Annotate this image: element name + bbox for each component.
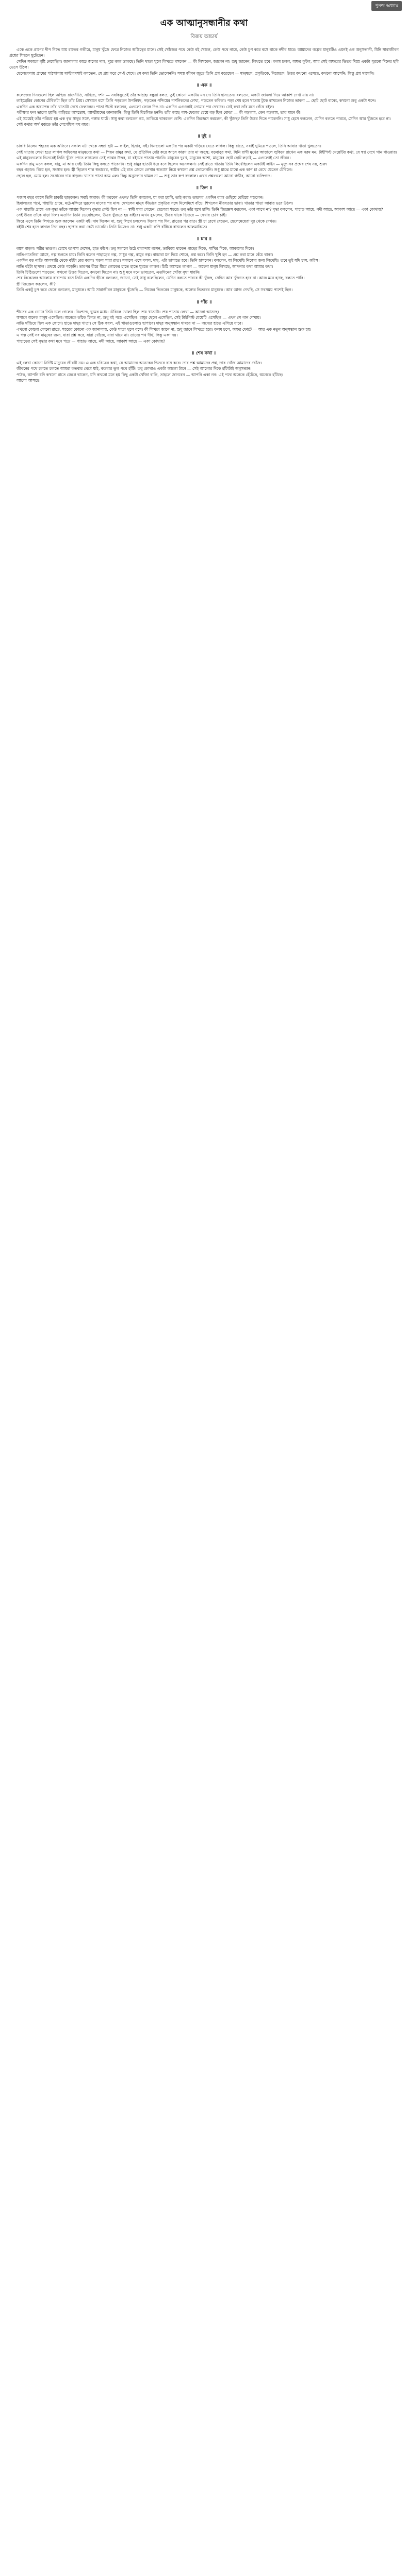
paragraph: একদিন রামু এসে বলল, বাবু, মা আর নেই। তিনি কিছু বলতে পারেননি। শুধু রামুর হাতটা ধরে বসে ছিলেন অনেকক্ষণ। সেই রাতে খাতায় তিনি লিখেছিলেন একটাই লাইন — মৃত্যু সব প্রশ্নের শেষ নয়, শুরু। bbox=[17, 161, 328, 166]
section-heading: ॥ চার ॥ bbox=[197, 236, 211, 242]
section-heading: ॥ শেষ কথা ॥ bbox=[191, 351, 217, 357]
paragraph: জীবনের পথে চলতে চলতে আমরা কতবার থেমে যাই, কতবার ভুল পথে হাঁটি। তবু কোথাও একটা আলো টানে — সেই আলোর দিকে হাঁটাটাই অনুসন্ধান। bbox=[17, 366, 252, 371]
article-title: এক আত্মানুসন্ধানীর কথা bbox=[160, 18, 248, 28]
paragraph: এ গল্প সেই সব মানুষের জন্য, যারা প্রশ্ন করে, যারা খোঁজে, যারা থামে না। তাদের পথ দীর্ঘ, কিন্তু একা নয়। bbox=[17, 333, 178, 338]
paragraph: বয়স বাড়ল। শরীর ভাঙল। চোখে ঝাপসা দেখেন, হাত কাঁপে। তবু সকালে উঠে বারান্দায় বসেন, তাকিয়ে থাকেন গাছের দিকে, পাখির দিকে, আকাশের দিকে। bbox=[17, 246, 254, 251]
section-tag: পুনশ্চ অধ্যায় bbox=[371, 1, 402, 11]
paragraph: এই মানুষগুলোর ভিতরেই তিনি খুঁজে পেতে লাগলেন সেই প্রশ্নের উত্তর, যা বইয়ের পাতায় পাননি। মানুষের দুঃখ, মানুষের আশা, মানুষের ছোট ছোট লড়াই — এগুলোই তো জীবন। bbox=[17, 156, 291, 161]
paragraph: বছর গড়াল। বিয়ে হল, সংসার হল। স্ত্রী ছিলেন শান্ত স্বভাবের, স্বামীর এই রাত জেগে লেখার অভ্যাস নিয়ে কখনো প্রশ্ন তোলেননি। শুধু মাঝে মাঝে এক কাপ চা রেখে যেতেন টেবিলে। bbox=[17, 167, 292, 173]
paragraph: এক পাহাড়ি গ্রামে এক বৃদ্ধা তাঁকে আশ্রয় দিলেন। বৃদ্ধার কেউ ছিল না — স্বামী মারা গেছেন, ছেলেরা শহরে। তবু তাঁর মুখে হাসি। তিনি জিজ্ঞেস করলেন, একা লাগে না? বৃদ্ধা বললেন, পাহাড় আছে, নদী আছে, আকাশ আছে — একা কোথায়? bbox=[17, 207, 383, 212]
paragraph: পাহাড়ের সেই বৃদ্ধার কথা মনে পড়ে — পাহাড় আছে, নদী আছে, আকাশ আছে — একা কোথায়? bbox=[17, 338, 166, 344]
paragraph: সেই উত্তর তাঁকে নাড়া দিল। এতদিন তিনি ভেবেছিলেন, উত্তর খুঁজতে হয় বাইরে। এখন বুঝলেন, উত্তর থাকে ভিতরে — দেখার চোখ চাই। bbox=[17, 213, 227, 218]
paragraph: পরীক্ষার ফল ভালো হয়নি। বাড়িতে অসন্তোষ, আত্মীয়দের কানাকানি। কিন্তু তিনি বিচলিত হননি। তাঁর কাছে পাশ-ফেলের চেয়ে বড় ছিল বোঝা — কী পড়লাম, কেন পড়লাম, তার মানে কী। bbox=[17, 110, 302, 115]
paragraph: শ্মশানে অনেক মানুষ এসেছিল। অনেকে তাঁকে চিনত না, শুধু বই পড়ে এসেছিল। রামুর ছেলে এসেছিল, সেই টাইপিস্ট মেয়েটি এসেছিল — এখন সে গান শেখায়। bbox=[17, 315, 261, 320]
paragraph: চাকরি নিলেন শহরের এক অফিসে। সকাল নটা থেকে সন্ধ্যা ছটা — ফাইল, হিসাব, সই। দিনগুলো একটার পর একটা গড়িয়ে যেতে লাগল। কিন্তু রাতে, সবাই ঘুমিয়ে পড়লে, তিনি আবার খাতা খুলতেন। bbox=[17, 144, 321, 149]
section-heading: ॥ পাঁচ ॥ bbox=[196, 299, 212, 305]
paragraph: নাতি বইটা ছাপাল। প্রথমে কেউ পড়েনি। তারপর ধীরে ধীরে লোকের হাতে হাতে ঘুরতে লাগল। চিঠি আসতে লাগল — অচেনা মানুষ লিখছে, আপনার কথা আমার কথা। bbox=[17, 264, 273, 269]
paragraph: কলেজের দিনগুলো ছিল অস্থির। রাজনীতি, সাহিত্য, দর্শন — সবকিছুতেই তাঁর আগ্রহ। বন্ধুরা বলত, তুই কোনো একটায় মন দে। তিনি হাসতেন। বলতেন, একটা জানলা দিয়ে আকাশ দেখা যায় না। bbox=[17, 93, 315, 98]
paragraph: ছেলে হল, মেয়ে হল। সংসারের দায় বাড়ল। খাতার পাতা কমে এল। কিন্তু অনুসন্ধান থামল না — শুধু তার রূপ বদলাল। এখন প্রশ্নগুলো আরো গভীর, আরো ব্যক্তিগত। bbox=[17, 173, 272, 178]
paragraph: এই সময়েই তাঁর পরিচয় হয় এক বৃদ্ধ সাধুর সঙ্গে, গঙ্গার ঘাটে। সাধু কথা বলতেন কম, তাকিয়ে থাকতেন বেশি। একদিন জিজ্ঞেস করলেন, কী খুঁজছ? তিনি উত্তর দিতে পারেননি। সাধু হেসে বললেন, যেদিন বলতে পারবে, সেদিন আর খুঁজতে হবে না। bbox=[17, 116, 391, 121]
paragraph: লাইব্রেরির কোণের টেবিলটা ছিল তাঁর প্রিয়। সেখানে বসে তিনি পড়তেন উপনিষদ, পড়তেন পশ্চিমের দার্শনিকদের লেখা, পড়তেন কবিতা। পড়া শেষ হলে খাতায় টুকে রাখতেন নিজের ভাবনা — ছোট ছোট বাক্যে, কখনো শুধু একটা শব্দে। bbox=[17, 98, 377, 104]
paragraph: একদিন এক অধ্যাপক তাঁর খাতাটা দেখে ফেললেন। পাতা উল্টে বললেন, এগুলো ফেলে দিও না। একদিন এগুলোই তোমার পথ দেখাবে। সেই কথা তাঁর মনে গেঁথে রইল। bbox=[17, 104, 274, 109]
paragraph: তিনি একটু চুপ করে থেকে বললেন, মানুষকে। আমি সারাজীবন মানুষকে খুঁজেছি — নিজের ভিতরের মানুষকে, অন্যের ভিতরের মানুষকে। আর আজ দেখছি, সে সবসময় পাশেই ছিল। bbox=[17, 287, 293, 293]
article-author: বিজয় আচার্য bbox=[190, 34, 218, 40]
paragraph: হিমালয়ের পথে, পাহাড়ি গ্রামে, মঠে-মন্দিরে ঘুরলেন মাসের পর মাস। দেখলেন মানুষ কীভাবে প্রকৃতির সঙ্গে মিলেমিশে বাঁচে। শিখলেন নীরবতার ভাষা। খাতার পাতা আবার ভরে উঠল। bbox=[17, 201, 293, 206]
paragraph: তিনি চিঠিগুলো পড়তেন, কখনো উত্তর দিতেন, কখনো দিতেন না। শুধু মনে মনে ভাবতেন, এতদিনের খোঁজ বৃথা যায়নি। bbox=[17, 269, 201, 275]
paragraph: শীতের এক ভোরে তিনি চলে গেলেন। নিঃশব্দে, ঘুমের মধ্যে। টেবিলে খোলা ছিল শেষ খাতাটা। শেষ পাতায় লেখা — আলো আসছে। bbox=[17, 309, 219, 314]
paragraph: পঞ্চাশ বছর বয়সে তিনি চাকরি ছাড়লেন। সবাই অবাক। কী করবেন এখন? তিনি বললেন, যা করা হয়নি, তাই করব। তারপর একদিন ব্যাগ গুছিয়ে বেরিয়ে পড়লেন। bbox=[17, 195, 264, 200]
top-bar bbox=[0, 0, 408, 11]
section-heading: ॥ তিন ॥ bbox=[195, 185, 213, 191]
article-header bbox=[0, 11, 408, 42]
paragraph: সেই খাতায় লেখা হতে লাগল অফিসের মানুষদের কথা — পিয়ন রামুর কথা, যে প্রতিদিন দেরি করে আসে কারণ তার মা অসুস্থ; বড়বাবুর কথা, যিনি রাগী মুখের আড়ালে লুকিয়ে রাখেন এক নরম মন; টাইপিস্ট মেয়েটির কথা, যে স্বপ্ন দেখে গান গাওয়ার। bbox=[17, 149, 397, 155]
paragraph: এই লেখা কোনো নির্দিষ্ট মানুষের জীবনী নয়। এ এক চরিত্রের কথা, যে আমাদের অনেকের ভিতরে বাস করে। তার প্রশ্ন আমাদের প্রশ্ন, তার খোঁজ আমাদের খোঁজ। bbox=[17, 361, 262, 366]
paragraph: ফিরে এসে তিনি লিখতে শুরু করলেন একটা বই। নাম দিলেন না, শুধু লিখে চললেন। দিনের পর দিন, রাতের পর রাত। স্ত্রী চা রেখে যেতেন, ছেলেমেয়েরা দূর থেকে দেখত। bbox=[17, 218, 276, 224]
paragraph: শেষ বিকেলের আলোয় বারান্দায় বসে তিনি একদিন স্ত্রীকে বললেন, জানো, সেই সাধু বলেছিলেন, যেদিন বলতে পারবে কী খুঁজছ, সেদিন আর খুঁজতে হবে না। আজ মনে হচ্ছে, বলতে পারি। bbox=[17, 276, 305, 281]
paragraph: একে একে প্রাণের দীপ নিভে যায় রাতের গভীরে, মানুষ খুঁজে ফেরে নিজের অস্তিত্বের মানে। সেই খোঁজের পথে কেউ বই খোলে, কেউ পথে নামে, কেউ চুপ করে বসে থাকে নদীর ধারে। আমাদের গল্পের মানুষটিও এমনই এক অনুসন্ধানী, যিনি সারাজীবন প্রশ্নের পিছনে ছুটেছেন। bbox=[9, 47, 399, 58]
paragraph: এখনো কোনো কোনো রাতে, শহরের কোনো এক জানালায়, কেউ খাতা খুলে বসে। কী লিখবে জানে না, শুধু জানে লিখতে হবে। কলম চলে, অক্ষর ফোটে — আর এক নতুন অনুসন্ধান শুরু হয়। bbox=[17, 327, 312, 332]
paragraph: সেই কথার অর্থ বুঝতে তাঁর লেগেছিল বহু বছর। bbox=[17, 122, 90, 127]
paragraph: নাতি দাঁড়িয়ে ছিল এক কোণে। হাতে দাদুর খাতা। সে ঠিক করল, এই খাতাগুলোও ছাপাবে। দাদুর অনুসন্ধান থামবে না — অন্যের হাতে এগিয়ে যাবে। bbox=[17, 321, 243, 326]
section-heading: ॥ এক ॥ bbox=[196, 83, 212, 89]
paragraph: আলো আসছে। bbox=[17, 378, 41, 383]
paragraph: পাঠক, আপনি যদি কখনো রাতে জেগে থাকেন, যদি কখনো মনে হয় কিছু একটা খোঁজা বাকি, তাহলে জানবেন — আপনি একা নন। এই পথে অনেকে হেঁটেছে, অনেকে হাঁটছে। bbox=[17, 372, 283, 377]
paragraph: বইটা শেষ হতে লাগল তিন বছর। ছাপার কথা কেউ ভাবেনি। তিনি নিজেও না। শুধু একটা কপি বাঁধিয়ে রাখলেন আলমারিতে। bbox=[17, 224, 207, 229]
paragraph: স্ত্রী জিজ্ঞেস করলেন, কী? bbox=[17, 281, 56, 286]
paragraph: সেদিন সকালে বৃষ্টি নেমেছিল। জানালার কাচে জলের দাগ, দূরে কাক ডাকছে। তিনি খাতা খুলে লিখতে বসলেন — কী লিখবেন, জানেন না। শুধু জানেন, লিখতে হবে। কলম চলল, অক্ষর ফুটল, আর সেই অক্ষরের ভিতর দিয়ে একটা পুরনো দিনের ছবি ভেসে উঠল। bbox=[9, 59, 399, 70]
article-body bbox=[0, 42, 408, 384]
section-heading: ॥ দুই ॥ bbox=[197, 134, 211, 140]
paragraph: ছেলেবেলায় গ্রামের পাঠশালায় মাস্টারমশাই বলতেন, যে প্রশ্ন করে সে-ই শেখে। সে কথা তিনি ভোলেননি। সমস্ত জীবন জুড়ে তিনি প্রশ্ন করেছেন — মানুষকে, প্রকৃতিকে, নিজেকে। উত্তর কখনো এসেছে, কখনো আসেনি; কিন্তু প্রশ্ন থামেনি। bbox=[17, 71, 374, 76]
paragraph: একদিন বড় নাতি আলমারি থেকে বইটা বের করল। পড়ল সারা রাত। সকালে এসে বলল, দাদু, এটা ছাপাতে হবে। তিনি হাসলেন। বললেন, যা লিখেছি নিজের জন্য লিখেছি। তবে তুই যদি চাস, করিস। bbox=[17, 258, 320, 263]
paragraph: নাতি-নাতনিরা আসে, গল্প শুনতে চায়। তিনি বলেন পাহাড়ের গল্প, সাধুর গল্প, রামুর গল্প। বাচ্চারা মন দিয়ে শোনে, প্রশ্ন করে। তিনি খুশি হন — প্রশ্ন করা মানে বেঁচে থাকা। bbox=[17, 252, 273, 257]
